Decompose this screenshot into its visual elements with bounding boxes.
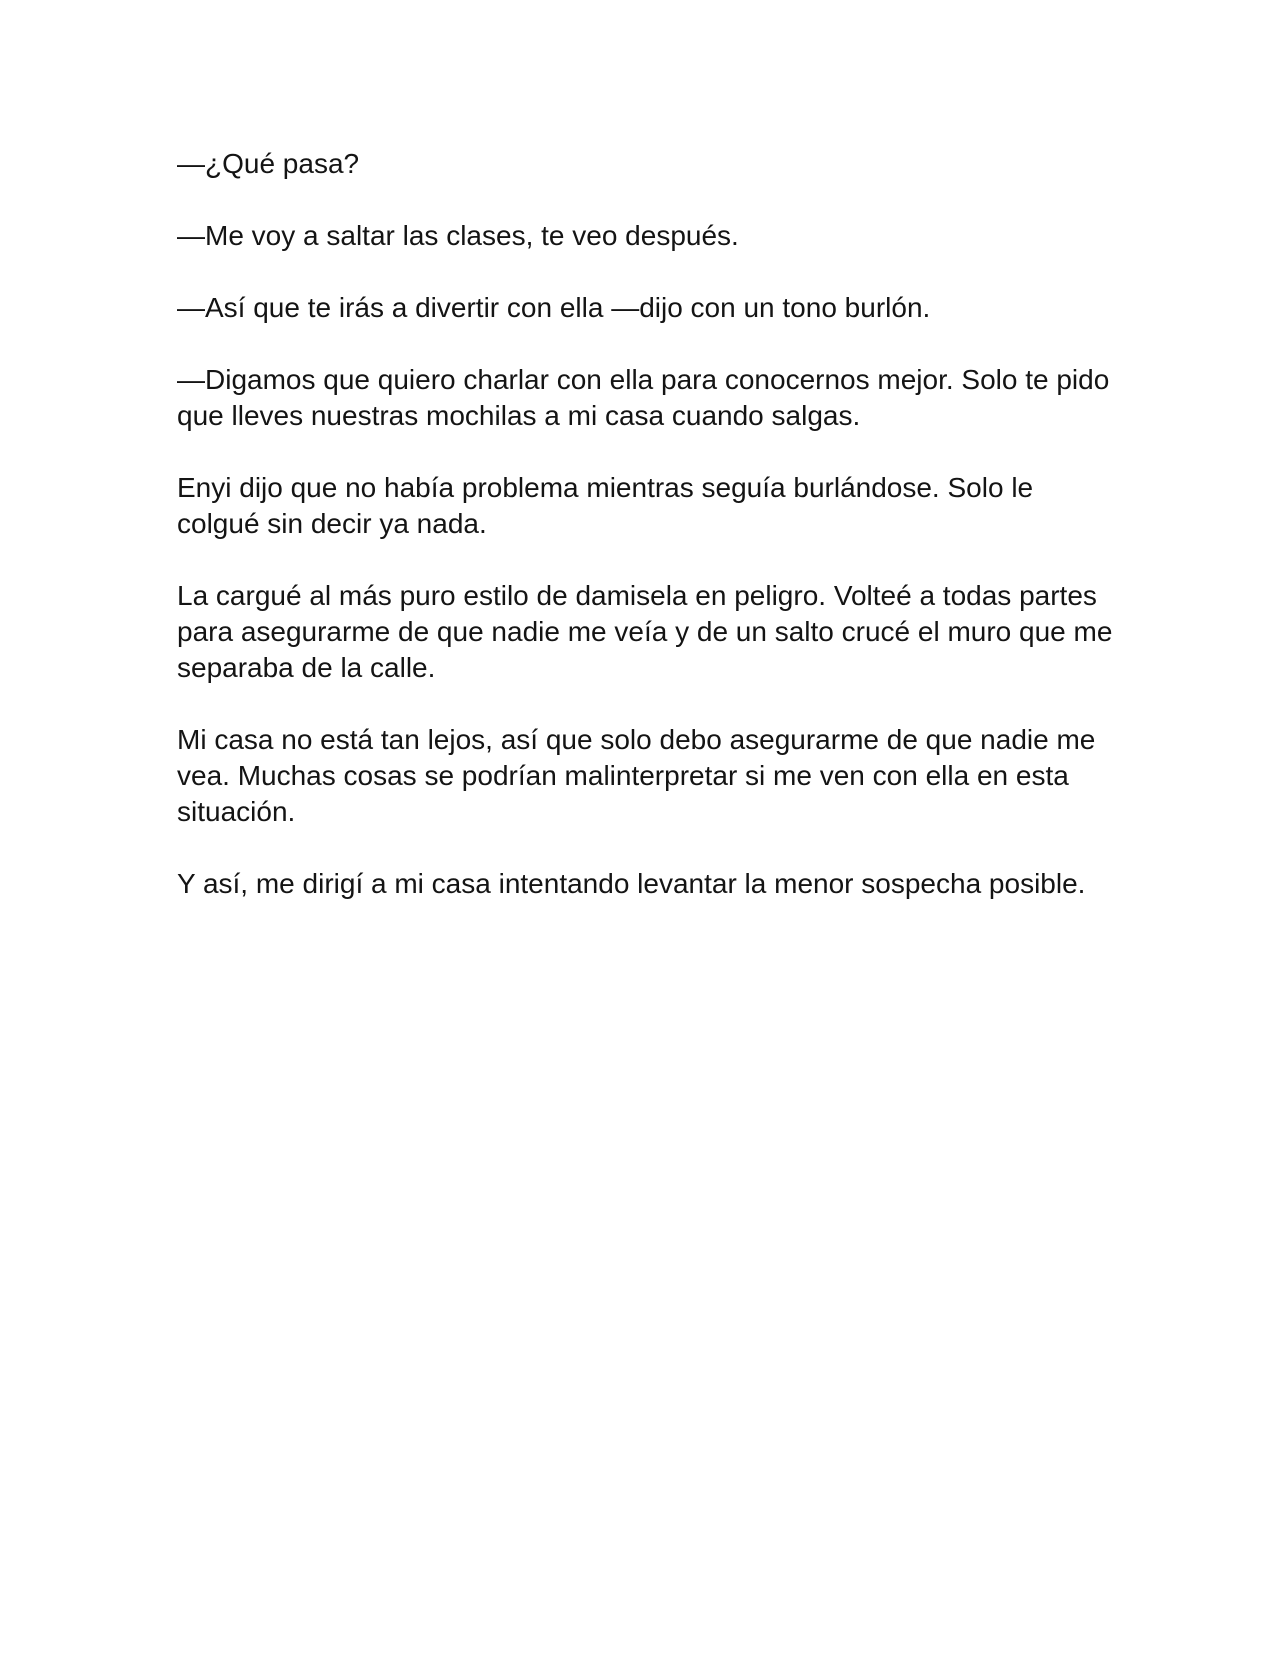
paragraph-narration-4: Y así, me dirigí a mi casa intentando levantar la menor sospecha posible. (177, 868, 1086, 899)
document-body (177, 146, 1117, 938)
paragraph-dialogue-1: —¿Qué pasa? (177, 148, 360, 179)
paragraph-narration-3: Mi casa no está tan lejos, así que solo debo asegurarme de que nadie me vea. Muchas cosas se podrían malinterpretar si me ven con ella en esta situación. (177, 724, 1096, 827)
paragraph-dialogue-4: —Digamos que quiero charlar con ella para conocernos mejor. Solo te pido que lleves nuestras mochilas a mi casa cuando salgas. (177, 364, 1110, 431)
paragraph-narration-2: La cargué al más puro estilo de damisela en peligro. Volteé a todas partes para asegurarme de que nadie me veía y de un salto crucé el muro que me separaba de la calle. (177, 580, 1113, 683)
paragraph-narration-1: Enyi dijo que no había problema mientras seguía burlándose. Solo le colgué sin decir ya nada. (177, 472, 1034, 539)
paragraph-dialogue-3: —Así que te irás a divertir con ella —dijo con un tono burlón. (177, 292, 931, 323)
paragraph-dialogue-2: —Me voy a saltar las clases, te veo después. (177, 220, 739, 251)
